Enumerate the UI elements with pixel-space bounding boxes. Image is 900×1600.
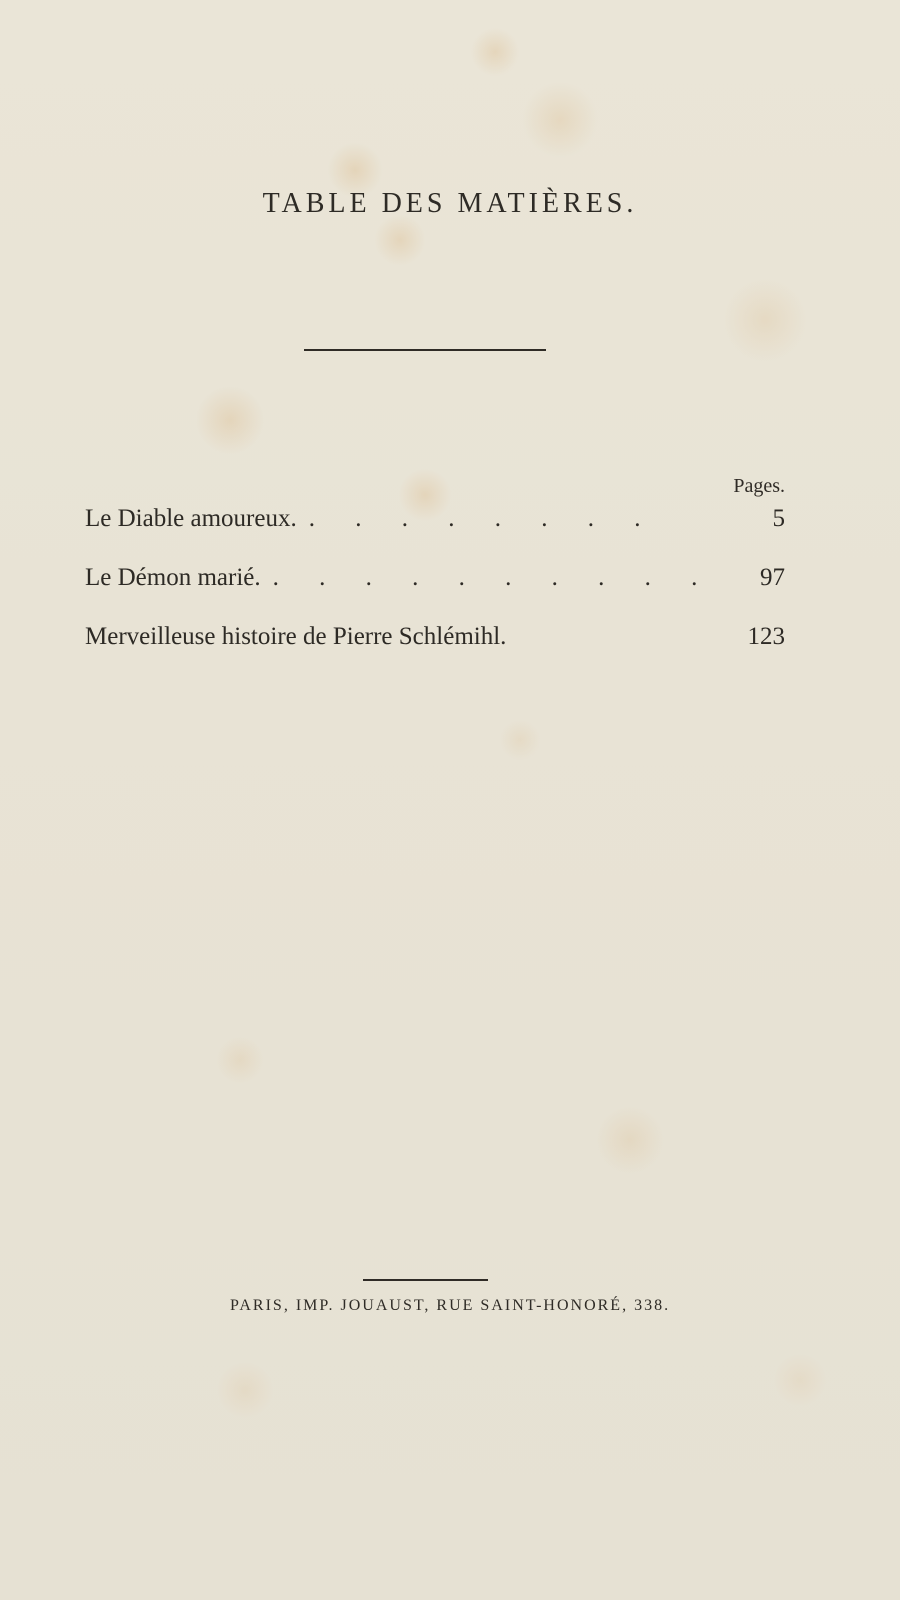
toc-entry-title: Le Diable amoureux. — [85, 505, 297, 532]
footer-divider — [363, 1279, 488, 1281]
title-divider — [304, 349, 546, 351]
printer-imprint: PARIS, IMP. JOUAUST, RUE SAINT-HONORÉ, 338. — [229, 1297, 671, 1314]
table-of-contents — [85, 505, 785, 682]
toc-entry-page: 97 — [760, 564, 785, 591]
toc-entry — [85, 505, 785, 564]
pages-column-label: Pages. — [733, 475, 785, 497]
dot-leader: . . . . . . . . — [308, 505, 658, 532]
toc-entry — [85, 623, 785, 682]
toc-entry-title: Le Démon marié. — [85, 564, 261, 591]
toc-entry-page: 5 — [772, 505, 785, 532]
dot-leader: . . . . . . . . . . — [272, 564, 715, 591]
toc-entry — [85, 564, 785, 623]
toc-entry-page: 123 — [747, 623, 785, 650]
toc-entry-title: Merveilleuse histoire de Pierre Schlémihl. — [85, 623, 507, 650]
page-title: TABLE DES MATIÈRES. — [262, 188, 638, 219]
